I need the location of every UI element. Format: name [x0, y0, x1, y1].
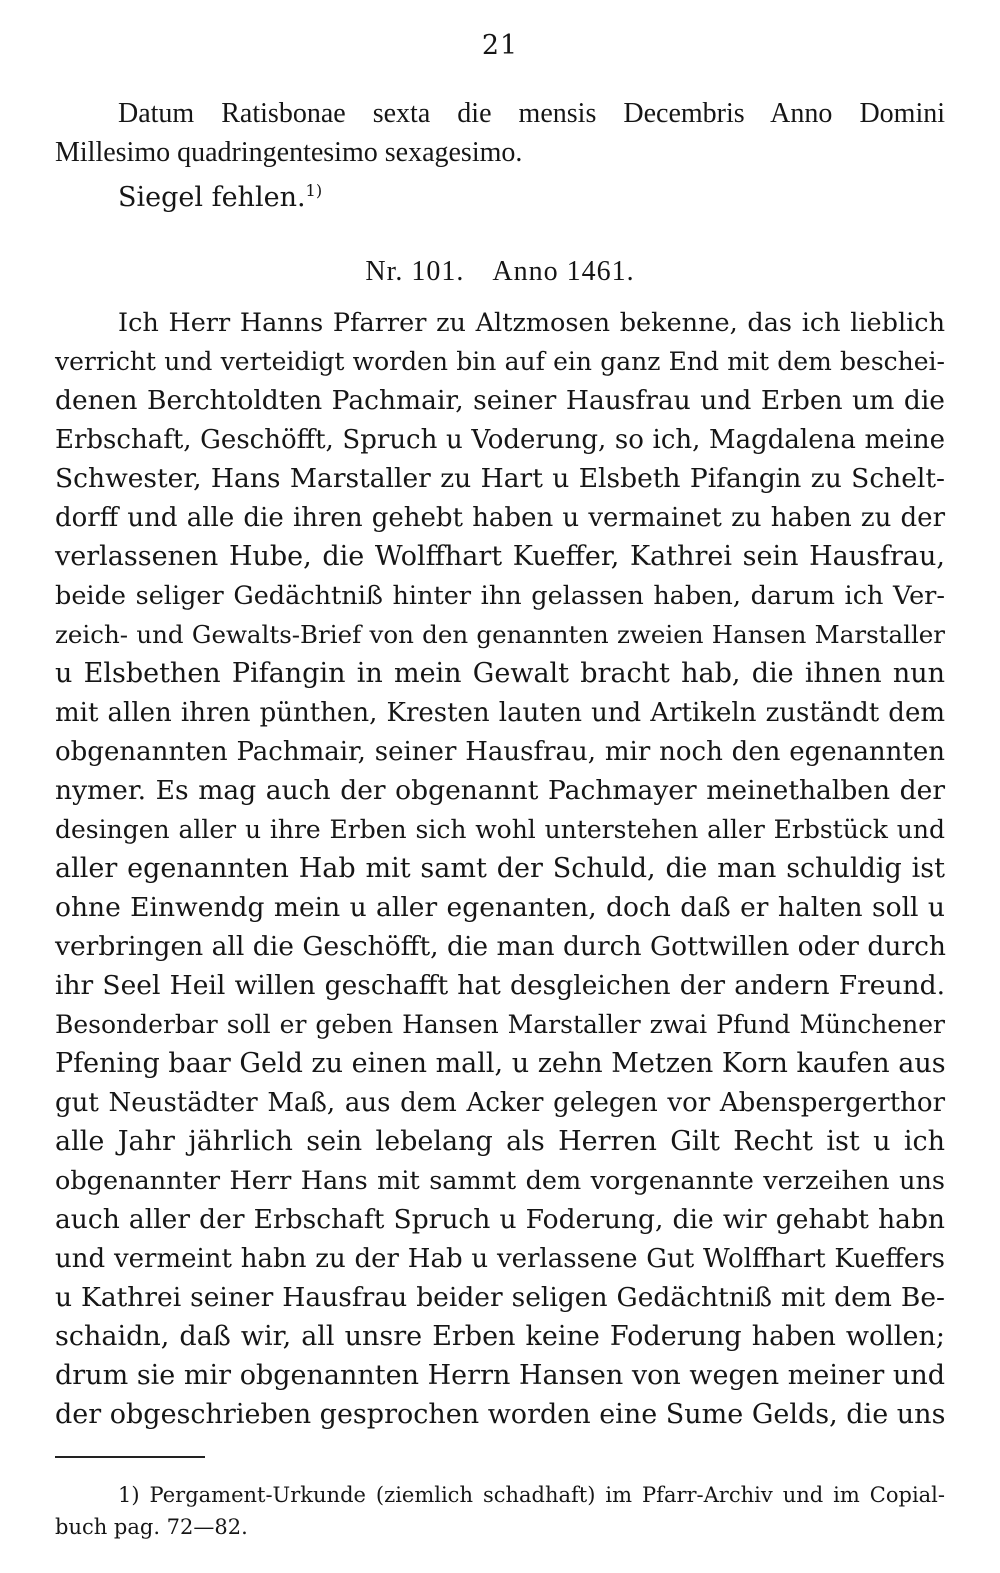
body-line: drum sie mir obgenannten Herrn Hansen von wegen meiner und	[55, 1360, 945, 1391]
body-line: ihr Seel Heil willen geschafft hat desgleichen der andern Freund.	[55, 970, 945, 1001]
body-line: mit allen ihren pünthen, Kresten lauten und Artikeln zuständt dem	[55, 698, 945, 728]
seal-note	[118, 180, 945, 216]
footnote-line: buch pag. 72—82.	[55, 1515, 248, 1539]
body-line: aller egenannten Hab mit samt der Schuld, die man schuldig ist	[55, 853, 945, 884]
prev-document-line: Datum Ratisbonae sexta die mensis Decembris Anno Domini	[118, 98, 945, 129]
document-heading	[0, 256, 1000, 288]
body-line: obgenannter Herr Hans mit sammt dem vorgenannte verzeihen uns	[55, 1166, 945, 1196]
body-line: dorff und alle die ihren gehebt haben u vermainet zu haben zu der	[55, 503, 945, 533]
body-line: der obgeschrieben gesprochen worden eine Sume Gelds, die uns	[55, 1399, 946, 1430]
body-line: verricht und verteidigt worden bin auf ein ganz End mit dem beschei-	[55, 347, 945, 376]
body-line: verlassenen Hube, die Wolffhart Kueffer, Kathrei sein Hausfrau,	[55, 541, 945, 572]
document-year: Anno 1461.	[492, 256, 635, 287]
footnote-line: 1) Pergament-Urkunde (ziemlich schadhaft) im Pfarr-Archiv und im Copial-	[118, 1483, 945, 1507]
body-line: u Kathrei seiner Hausfrau beider seligen Gedächtniß mit dem Be-	[55, 1282, 945, 1313]
document-number: Nr. 101.	[365, 256, 465, 287]
body-line: nymer. Es mag auch der obgenannt Pachmayer meinethalben der	[55, 775, 945, 806]
footnote-reference: 1)	[305, 181, 323, 200]
body-line: gut Neustädter Maß, aus dem Acker gelegen vor Abenspergerthor	[55, 1088, 945, 1118]
body-line: obgenannten Pachmair, seiner Hausfrau, mir noch den egenannten	[55, 737, 945, 767]
body-line: Ich Herr Hanns Pfarrer zu Altzmosen bekenne, das ich lieblich	[118, 308, 945, 338]
body-line: Besonderbar soll er geben Hansen Marstaller zwai Pfund Münchener	[55, 1010, 945, 1039]
body-line: beide seliger Gedächtniß hinter ihn gelassen haben, darum ich Ver-	[55, 581, 945, 611]
body-line: u Elsbethen Pifangin in mein Gewalt bracht hab, die ihnen nun	[55, 658, 945, 689]
body-line: ohne Einwendg mein u aller egenanten, doch daß er halten soll u	[55, 892, 945, 923]
body-line: Pfening baar Geld zu einen mall, u zehn Metzen Korn kaufen aus	[55, 1048, 946, 1079]
body-line: verbringen all die Geschöfft, die man durch Gottwillen oder durch	[55, 931, 946, 962]
body-line: auch aller der Erbschaft Spruch u Foderung, die wir gehabt habn	[55, 1204, 945, 1235]
body-line: zeich- und Gewalts-Brief von den genannten zweien Hansen Marstaller	[55, 620, 945, 649]
body-line: denen Berchtoldten Pachmair, seiner Hausfrau und Erben um die	[55, 385, 945, 416]
footnote-divider	[55, 1456, 205, 1458]
body-line: Erbschaft, Geschöfft, Spruch u Voderung, so ich, Magdalena meine	[55, 425, 945, 455]
body-line: alle Jahr jährlich sein lebelang als Herren Gilt Recht ist u ich	[55, 1126, 945, 1157]
page-number: 21	[481, 30, 519, 61]
seal-note-text: Siegel fehlen.	[118, 182, 306, 213]
body-line: und vermeint habn zu der Hab u verlassene Gut Wolffhart Kueffers	[55, 1244, 945, 1274]
body-line: Schwester, Hans Marstaller zu Hart u Elsbeth Pifangin zu Schelt-	[55, 463, 945, 494]
prev-document-line: Millesimo quadringentesimo sexagesimo.	[55, 137, 523, 168]
body-line: desingen aller u ihre Erben sich wohl unterstehen aller Erbstück und	[55, 815, 945, 844]
body-line: schaidn, daß wir, all unsre Erben keine Foderung haben wollen;	[55, 1321, 945, 1352]
